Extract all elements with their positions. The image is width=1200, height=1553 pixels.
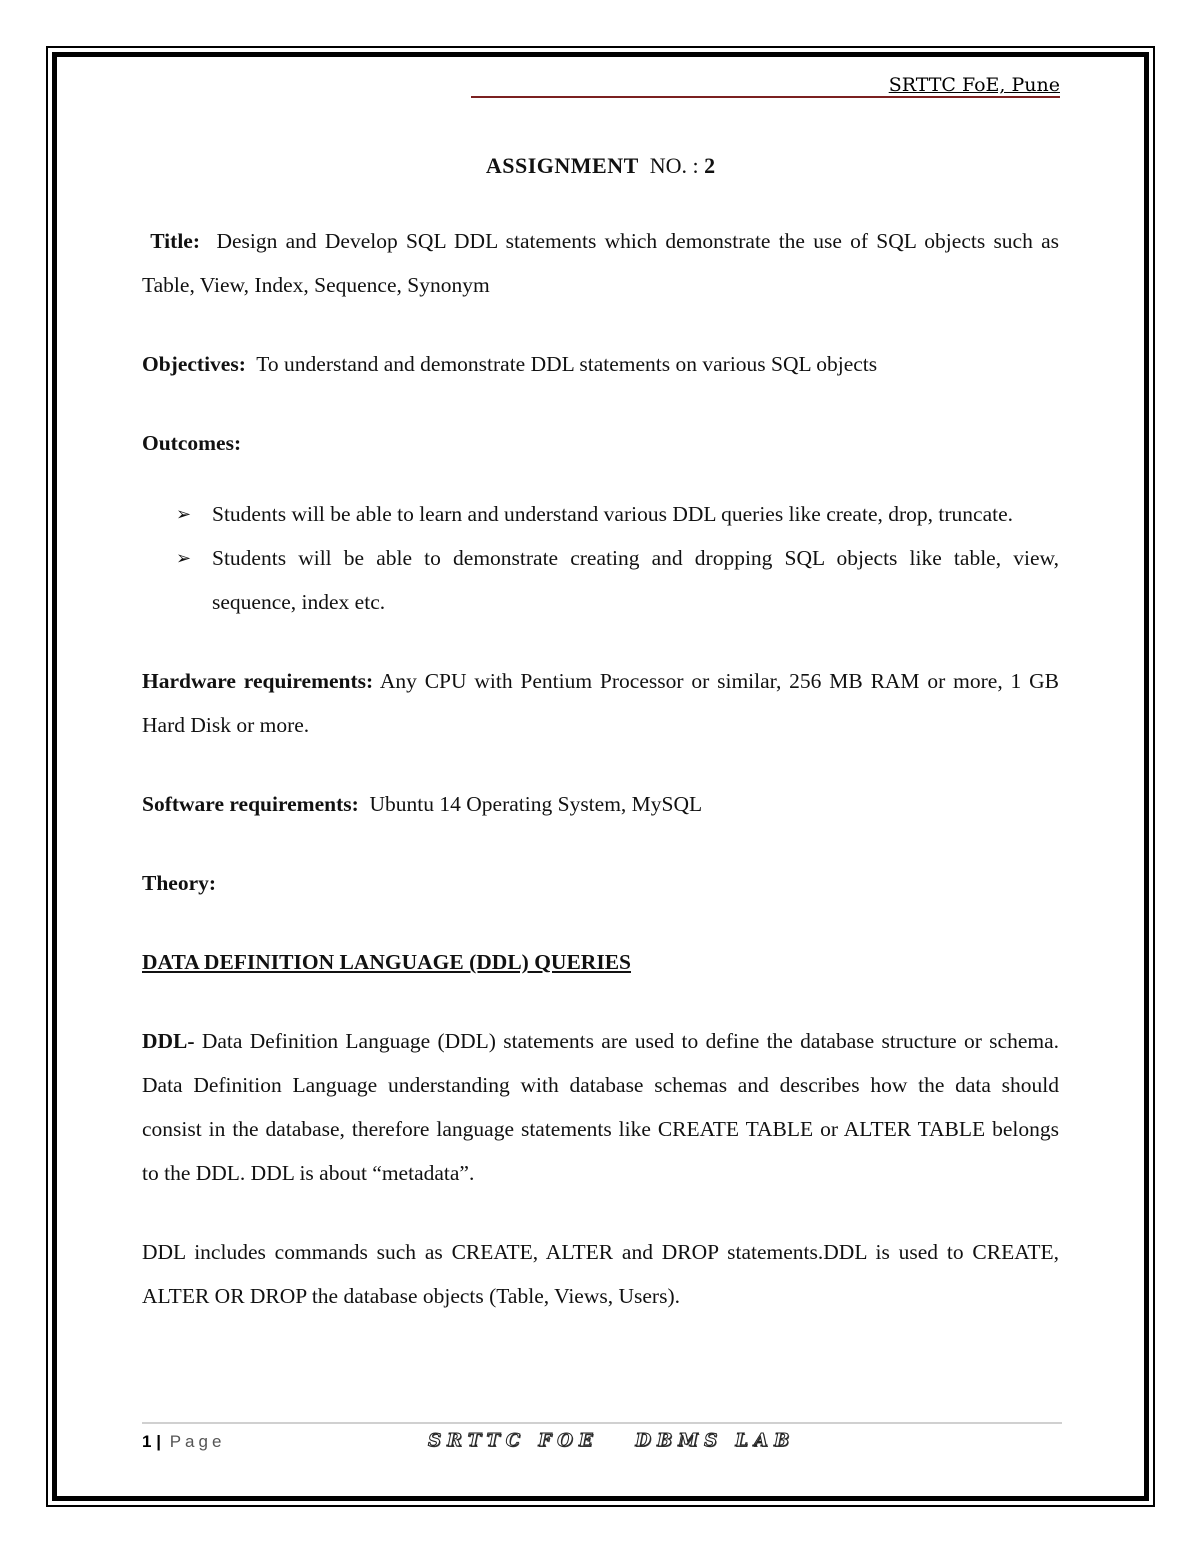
outcome-text: Students will be able to learn and understand various DDL queries like create, drop, truncate. <box>212 502 1014 526</box>
hardware-paragraph <box>142 659 1059 747</box>
arrow-bullet-icon: ➢ <box>176 548 192 568</box>
outcome-text: Students will be able to demonstrate creating and dropping SQL objects like table, view, sequence, index etc. <box>212 546 1059 614</box>
hardware-label: Hardware requirements: <box>142 669 374 693</box>
software-label: Software requirements: <box>142 792 359 816</box>
assignment-label: ASSIGNMENT <box>485 153 639 178</box>
list-item <box>142 492 1059 536</box>
assignment-number: 2 <box>704 153 716 178</box>
outcomes-label: Outcomes: <box>142 431 242 455</box>
assignment-number-label: NO. : <box>649 153 699 178</box>
outcomes-list <box>142 492 1059 624</box>
title-paragraph <box>142 219 1059 307</box>
software-paragraph <box>142 782 1059 826</box>
objectives-label: Objectives: <box>142 352 246 376</box>
hardware-text: Any CPU with Pentium Processor or similar, 256 MB RAM or more, 1 GB Hard Disk or more. <box>142 669 1059 737</box>
objectives-text: To understand and demonstrate DDL statements on various SQL objects <box>256 352 878 376</box>
arrow-bullet-icon: ➢ <box>176 504 192 524</box>
list-item <box>142 536 1059 624</box>
title-text: Design and Develop SQL DDL statements which demonstrate the use of SQL objects such as Table, View, Index, Sequence, Synonym <box>142 229 1059 297</box>
footer-page-info <box>142 1432 225 1452</box>
software-text: Ubuntu 14 Operating System, MySQL <box>369 792 703 816</box>
section-title: DATA DEFINITION LANGUAGE (DDL) QUERIES <box>142 950 631 974</box>
objectives-paragraph <box>142 342 1059 386</box>
ddl-paragraph <box>142 1019 1059 1195</box>
ddl-text: Data Definition Language (DDL) statements are used to define the database structure or schema. Data Definition Language understanding with database schemas and describes how the data should consist in the database, therefore language statements like CREATE TABLE or ALTER TABLE belongs to the DDL. DDL is about “metadata”. <box>142 1029 1060 1185</box>
title-label: Title: <box>150 229 200 253</box>
page-separator: | <box>156 1432 161 1451</box>
ddl-label: DDL- <box>142 1029 195 1053</box>
theory-heading <box>142 861 1059 905</box>
page-number: 1 <box>142 1432 152 1451</box>
outcomes-heading <box>142 421 1059 465</box>
page-label: Page <box>169 1432 226 1451</box>
header-rule <box>471 96 1060 98</box>
assignment-heading <box>142 148 1059 184</box>
theory-label: Theory: <box>142 871 217 895</box>
header-institution: SRTTC FoE, Pune <box>888 74 1060 96</box>
document-body <box>142 148 1059 1353</box>
commands-paragraph: DDL includes commands such as CREATE, ALTER and DROP statements.DDL is used to CREATE, ALTER OR DROP the database objects (Table, Views, Users). <box>142 1240 1059 1308</box>
footer-rule <box>142 1422 1062 1424</box>
footer-lab-name: SRTTC FOE DBMS LAB <box>428 1430 796 1451</box>
